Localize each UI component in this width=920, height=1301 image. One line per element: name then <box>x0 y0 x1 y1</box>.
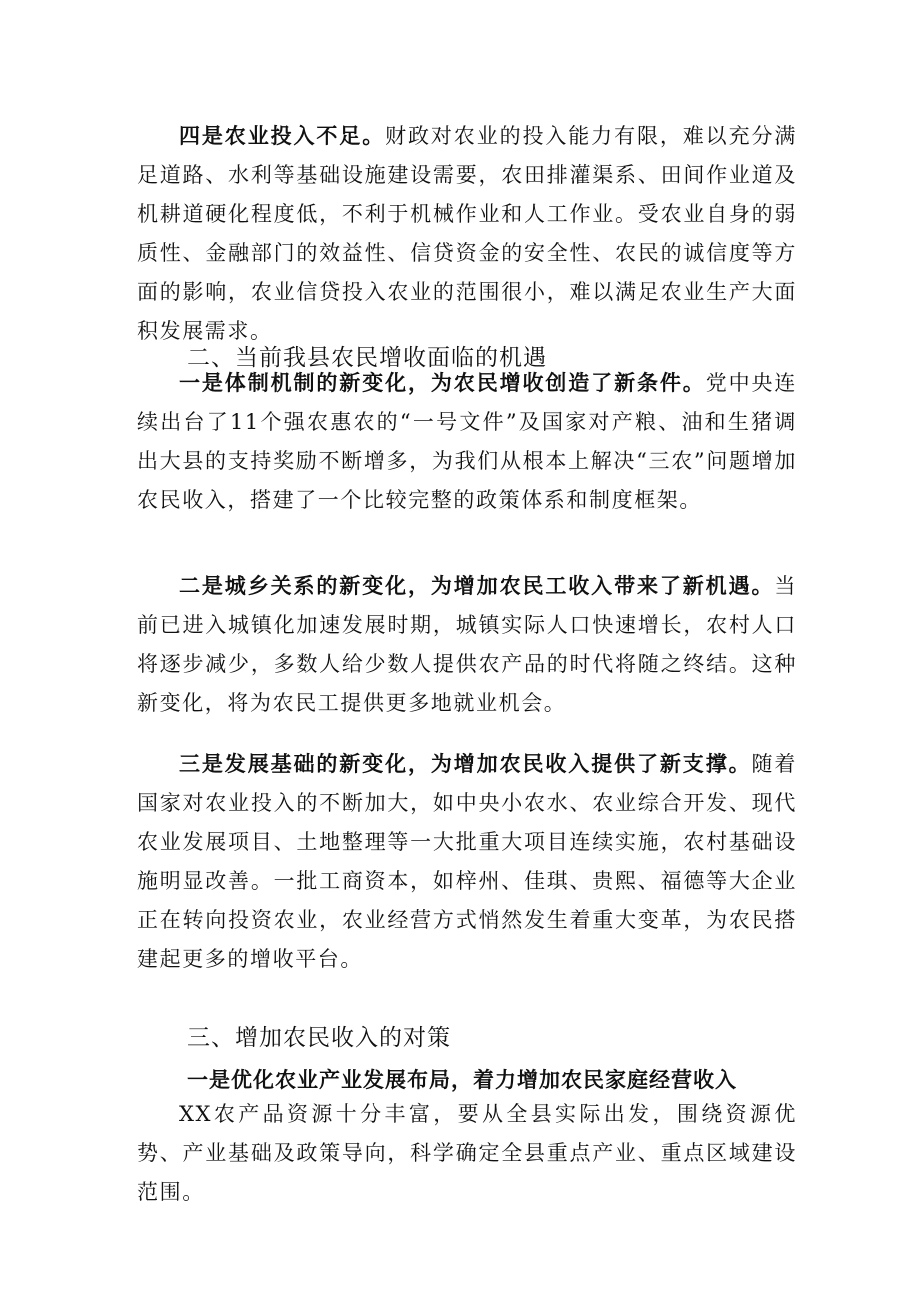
paragraph-lead: 四是农业投入不足。 <box>179 123 386 148</box>
paragraph-lead: 三是发展基础的新变化，为增加农民收入提供了新支撑。 <box>179 751 752 776</box>
paragraph-body: 当前已进入城镇化加速发展时期，城镇实际人口快速增长，农村人口将逐步减少，多数人给少数人提供农产品的时代将随之终结。这种新变化，将为农民工提供更多地就业机会。 <box>137 574 797 715</box>
paragraph-development-foundation <box>137 744 797 979</box>
paragraph-body: 财政对农业的投入能力有限，难以充分满足道路、水利等基础设施建设需要，农田排灌渠系、田间作业道及机耕道硬化程度低，不利于机械作业和人工作业。受农业自身的弱质性、金融部门的效益性、信贷资金的安全性、农民的诚信度等方面的影响，农业信贷投入农业的范围很小，难以满足农业生产大面积发展需求。 <box>137 124 797 343</box>
paragraph-text <box>137 566 797 723</box>
subheading-optimize-layout: 一是优化农业产业发展布局，着力增加农民家庭经营收入 <box>187 1067 737 1092</box>
paragraph-text <box>137 363 797 520</box>
paragraph-agri-investment <box>137 116 797 351</box>
paragraph-urban-rural-change <box>137 566 797 723</box>
section-heading-opportunities: 二、当前我县农民增收面临的机遇 <box>187 345 547 371</box>
section-heading-countermeasures: 三、增加农民收入的对策 <box>187 1025 451 1051</box>
paragraph-lead: 一是体制机制的新变化，为农民增收创造了新条件。 <box>179 370 706 395</box>
paragraph-institutional-change <box>137 363 797 520</box>
paragraph-agri-resources <box>137 1095 797 1212</box>
paragraph-text <box>137 116 797 351</box>
paragraph-text <box>137 744 797 979</box>
paragraph-text <box>137 1095 797 1212</box>
paragraph-body: XX农产品资源十分丰富，要从全县实际出发，围绕资源优势、产业基础及政策导向，科学确定全县重点产业、重点区域建设范围。 <box>137 1102 797 1204</box>
paragraph-body: 随着国家对农业投入的不断加大，如中央小农水、农业综合开发、现代农业发展项目、土地整理等一大批重大项目连续实施，农村基础设施明显改善。一批工商资本，如梓州、佳琪、贵熙、福德等大企业正在转向投资农业，农业经营方式悄然发生着重大变革，为农民搭建起更多的增收平台。 <box>137 752 798 971</box>
paragraph-lead: 二是城乡关系的新变化，为增加农民工收入带来了新机遇。 <box>179 573 775 598</box>
paragraph-body: 党中央连续出台了11个强农惠农的“一号文件”及国家对产粮、油和生猪调出大县的支持奖励不断增多，为我们从根本上解决“三农”问题增加农民收入，搭建了一个比较完整的政策体系和制度框架。 <box>137 371 797 512</box>
